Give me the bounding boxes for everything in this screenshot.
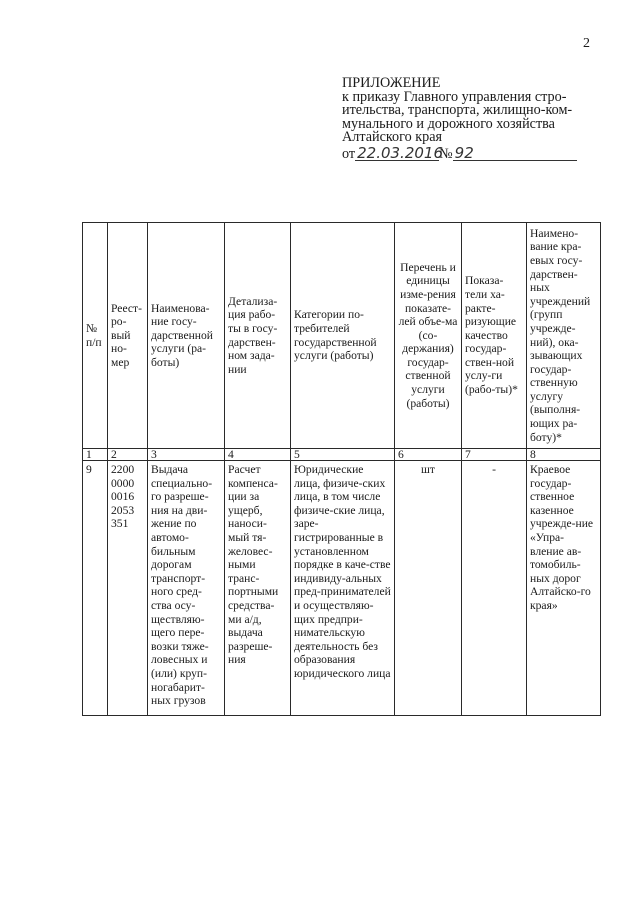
row-number: 9	[83, 461, 108, 716]
column-number: 3	[148, 449, 225, 461]
header-line: мунального и дорожного хозяйства	[342, 115, 555, 132]
handwritten-date: 22.03.2016	[357, 143, 443, 162]
column-number: 7	[462, 449, 527, 461]
registry-number: 2200 0000 0016 2053 351	[108, 461, 148, 716]
table-row	[83, 461, 601, 716]
service-name: Выдача специально-го разреше-ния на дви-жение по автомо-бильным дорогам транспорт-ного сред-ства осу-ществляю-щего пере-возки тяже-ловесных и (или) круп-ногабарит-ных грузов	[148, 461, 225, 716]
header-line: Алтайского края	[342, 129, 443, 145]
quality-indicators: -	[462, 461, 527, 716]
header-cell: Детализа-ция рабо-ты в госу-дарствен-ном зада-нии	[225, 223, 291, 449]
appendix-header	[342, 77, 592, 161]
header-cell: № п/п	[83, 223, 108, 449]
header-cell: Перечень и единицы изме-рения показате-лей объе-ма (со-держания) государ-ственной услуги (работы)	[395, 223, 462, 449]
handwritten-number: 92	[453, 146, 517, 161]
header-cell: Реест-ро-вый но-мер	[108, 223, 148, 449]
date-prefix: от	[342, 145, 356, 162]
column-number: 8	[527, 449, 601, 461]
header-cell: Наимено-вание кра-евых госу-дарствен-ных учреждений (групп учрежде-ний), ока-зывающих государ-ственную услугу (выполня-ющих ра-боту)*	[527, 223, 601, 449]
column-number: 4	[225, 449, 291, 461]
table-header-row	[83, 223, 601, 449]
page-number: 2	[583, 36, 590, 51]
appendix-title: ПРИЛОЖЕНИЕ	[342, 75, 441, 91]
header-cell: Наименова-ние госу-дарственной услуги (ра-боты)	[148, 223, 225, 449]
consumer-categories: Юридические лица, физиче-ских лица, в том числе физиче-ские лица, заре-гистрированные в установленном порядке в каче-стве индивиду-альных пред-принимателей и осуществляю-щих предпри-нимательскую деятельность без образования юридического лица	[291, 461, 395, 716]
column-number-row	[83, 449, 601, 461]
column-number: 5	[291, 449, 395, 461]
work-detail: Расчет компенса-ции за ущерб, наноси-мый тя-желовес-ными транс-портными средства-ми а/д, выдача разреше-ния	[225, 461, 291, 716]
header-cell: Категории по-требителей государственной услуги (работы)	[291, 223, 395, 449]
services-table	[82, 222, 601, 716]
column-number: 2	[108, 449, 148, 461]
institution-name: Краевое государ-ственное казенное учрежде-ние «Упра-вление ав-томобиль-ных дорог Алтайско-го края»	[527, 461, 601, 716]
order-date-number	[342, 143, 592, 162]
header-line: к приказу Главного управления стро-	[342, 88, 567, 105]
volume-units: шт	[395, 461, 462, 716]
signature-blank	[517, 148, 577, 161]
header-cell: Показа-тели ха-ракте-ризующие качество государ-ствен-ной услу-ги (рабо-ты)*	[462, 223, 527, 449]
column-number: 1	[83, 449, 108, 461]
header-line: ительства, транспорта, жилищно-ком-	[342, 102, 573, 118]
column-number: 6	[395, 449, 462, 461]
number-label: №	[439, 145, 453, 162]
